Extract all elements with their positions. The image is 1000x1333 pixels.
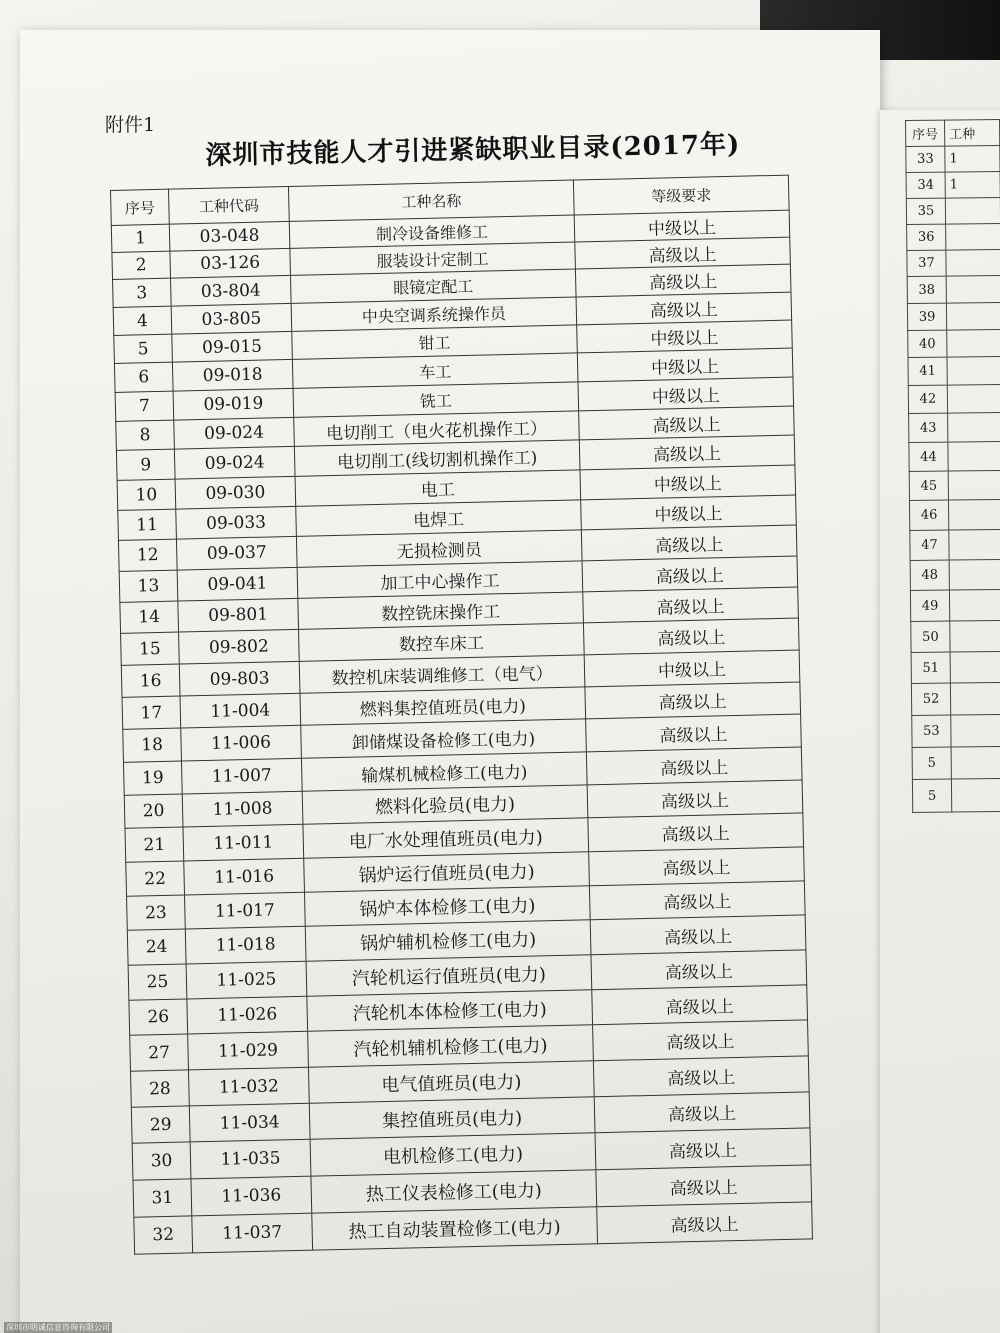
row-name: 电焊工 (296, 500, 582, 536)
side-table-row (909, 441, 1000, 471)
row-code: 11-026 (187, 996, 308, 1034)
side-row-index: 37 (907, 250, 946, 276)
side-row-index: 44 (909, 442, 948, 471)
row-index: 22 (126, 861, 185, 896)
side-row-code (947, 356, 1000, 385)
side-row-index: 39 (907, 303, 946, 330)
row-level: 高级以上 (575, 237, 791, 269)
side-table-row (912, 778, 1000, 812)
side-header-row (906, 120, 1000, 147)
table-body (111, 210, 812, 1254)
row-code: 09-801 (178, 598, 299, 632)
attachment-label: 附件1 (105, 114, 156, 136)
row-level: 高级以上 (582, 556, 798, 592)
row-code: 03-126 (170, 248, 291, 278)
row-index: 13 (119, 570, 178, 602)
row-level: 高级以上 (586, 714, 802, 752)
row-code: 09-024 (174, 417, 295, 449)
row-code: 09-019 (173, 388, 294, 420)
side-row-index: 48 (910, 560, 949, 590)
row-level: 高级以上 (576, 292, 792, 325)
row-code: 03-804 (171, 275, 292, 306)
side-row-code (949, 529, 1000, 560)
row-level: 高级以上 (591, 950, 807, 990)
row-index: 24 (127, 929, 186, 965)
side-row-index: 38 (907, 276, 946, 303)
side-row-index: 40 (908, 330, 947, 357)
row-index: 12 (118, 539, 177, 571)
row-code: 09-024 (174, 446, 295, 479)
side-row-index: 46 (909, 500, 948, 530)
document-title: 深圳市技能人才引进紧缺职业目录(2017年) (205, 129, 741, 171)
row-index: 26 (129, 999, 188, 1035)
side-row-code (949, 559, 1000, 590)
side-row-code (947, 329, 1000, 357)
row-code: 11-034 (189, 1103, 310, 1142)
row-level: 高级以上 (588, 813, 804, 852)
row-level: 高级以上 (583, 618, 799, 655)
side-table-row (908, 356, 1000, 385)
row-index: 27 (130, 1034, 189, 1071)
side-row-code (946, 250, 1000, 277)
row-code: 11-016 (184, 858, 305, 895)
row-name: 电机检修工(电力) (310, 1133, 596, 1176)
row-code: 09-018 (172, 359, 293, 391)
row-code: 09-033 (176, 506, 297, 539)
row-level: 高级以上 (587, 780, 803, 818)
row-name: 眼镜定配工 (290, 269, 576, 303)
watermark-text: 深圳市明诚信息咨询有限公司 (6, 1323, 110, 1332)
row-index: 15 (121, 632, 180, 665)
row-code: 09-041 (177, 567, 298, 601)
row-level: 高级以上 (590, 915, 806, 955)
side-row-code (951, 746, 1000, 779)
row-level: 中级以上 (581, 495, 797, 530)
side-table-row (906, 198, 1000, 225)
side-row-code (950, 651, 1000, 683)
row-level: 中级以上 (577, 348, 793, 382)
side-row-index: 42 (908, 385, 947, 413)
occupation-table (110, 175, 813, 1255)
side-row-code: 1 (945, 146, 1000, 173)
row-index: 17 (122, 696, 181, 729)
row-index: 4 (113, 306, 172, 335)
header-level: 等级要求 (573, 175, 789, 215)
side-table-row (907, 276, 1000, 304)
side-table-row (906, 172, 1000, 199)
side-row-code (951, 714, 1000, 747)
row-name: 燃料化验员(电力) (302, 785, 588, 824)
row-code: 11-011 (183, 824, 304, 861)
row-level: 中级以上 (574, 210, 790, 242)
side-row-index: 50 (911, 621, 950, 652)
row-name: 热工仪表检修工(电力) (311, 1170, 597, 1213)
row-level: 中级以上 (584, 650, 800, 687)
row-name: 数控铣床操作工 (298, 592, 584, 629)
row-name: 热工自动装置检修工(电力) (312, 1207, 598, 1250)
row-index: 14 (120, 601, 179, 633)
row-level: 高级以上 (586, 747, 802, 785)
side-table-row (909, 499, 1000, 530)
row-code: 11-017 (185, 892, 306, 929)
row-code: 09-015 (172, 331, 293, 362)
side-row-index: 53 (912, 715, 951, 747)
side-row-code (949, 589, 1000, 621)
row-index: 30 (132, 1142, 191, 1180)
row-code: 11-036 (191, 1176, 312, 1216)
side-row-index: 47 (910, 530, 949, 560)
row-code: 11-008 (182, 791, 303, 827)
row-code: 09-802 (179, 629, 300, 664)
side-table-row (908, 384, 1000, 413)
side-row-index: 34 (906, 172, 945, 198)
row-name: 锅炉运行值班员(电力) (304, 852, 590, 892)
side-row-code (945, 198, 1000, 225)
row-index: 9 (116, 449, 175, 480)
side-row-index: 52 (911, 683, 950, 715)
side-table (905, 119, 1000, 813)
side-row-index: 45 (909, 471, 948, 500)
row-name: 集控值班员(电力) (309, 1097, 595, 1139)
row-index: 1 (111, 224, 170, 252)
row-name: 铣工 (293, 382, 579, 417)
side-table-row (910, 559, 1000, 590)
row-code: 11-004 (180, 693, 301, 728)
row-name: 卸储煤设备检修工(电力) (301, 719, 587, 758)
row-index: 31 (133, 1179, 192, 1217)
row-level: 高级以上 (581, 525, 797, 561)
row-level: 中级以上 (577, 320, 793, 353)
side-row-code (951, 778, 1000, 812)
side-row-code (948, 470, 1000, 500)
row-level: 高级以上 (593, 1056, 809, 1097)
side-row-index: 43 (909, 413, 948, 442)
row-name: 电厂水处理值班员(电力) (303, 818, 589, 858)
header-name: 工种名称 (288, 180, 574, 221)
row-code: 09-030 (175, 476, 296, 509)
header-index: 序号 (111, 189, 170, 225)
side-row-index: 41 (908, 357, 947, 385)
row-name: 加工中心操作工 (297, 561, 583, 598)
side-table-row (907, 303, 1000, 331)
side-table-row (907, 224, 1000, 251)
row-name: 中央空调系统操作员 (291, 297, 577, 331)
row-name: 燃料集控值班员(电力) (300, 687, 586, 725)
side-row-code (948, 441, 1000, 471)
row-code: 11-037 (192, 1213, 313, 1253)
side-table-row (911, 682, 1000, 715)
row-index: 8 (116, 420, 175, 450)
row-index: 29 (131, 1106, 190, 1143)
row-name: 服装设计定制工 (290, 242, 576, 275)
side-row-code (948, 499, 1000, 530)
side-row-index: 49 (910, 590, 949, 621)
row-level: 高级以上 (589, 847, 805, 886)
row-index: 20 (124, 794, 183, 828)
row-name: 电切削工(线切割机操作工) (294, 440, 580, 476)
row-index: 6 (114, 362, 173, 392)
row-name: 制冷设备维修工 (289, 215, 575, 248)
row-code: 11-029 (188, 1031, 309, 1070)
side-row-index: 5 (912, 779, 951, 812)
row-code: 11-007 (181, 758, 302, 794)
row-name: 车工 (292, 353, 578, 388)
row-index: 7 (115, 391, 174, 421)
row-code: 11-025 (186, 961, 307, 999)
row-level: 高级以上 (585, 682, 801, 719)
row-code: 09-803 (179, 661, 300, 696)
side-row-code (950, 620, 1000, 652)
row-name: 锅炉辅机检修工(电力) (305, 920, 591, 961)
row-index: 16 (121, 664, 180, 697)
side-row-index: 36 (907, 224, 946, 250)
row-code: 11-035 (190, 1139, 311, 1179)
side-header-index: 序号 (906, 120, 945, 146)
side-row-index: 51 (911, 652, 950, 683)
row-level: 高级以上 (579, 406, 795, 440)
row-index: 5 (114, 334, 173, 363)
row-name: 汽轮机辅机检修工(电力) (308, 1025, 594, 1067)
row-level: 高级以上 (575, 264, 791, 297)
row-name: 锅炉本体检修工(电力) (304, 886, 590, 926)
side-table-row (911, 651, 1000, 683)
row-index: 11 (118, 509, 177, 540)
side-table-row (906, 146, 1000, 173)
occupation-table-wrapper (110, 175, 813, 1255)
row-index: 19 (123, 761, 182, 795)
row-level: 高级以上 (594, 1092, 810, 1133)
side-row-code (946, 303, 1000, 331)
row-level: 高级以上 (592, 985, 808, 1025)
row-name: 电切削工（电火花机操作工） (294, 411, 580, 446)
row-index: 18 (123, 728, 182, 762)
row-name: 汽轮机运行值班员(电力) (306, 955, 592, 996)
side-row-index: 33 (906, 146, 945, 172)
side-table-row (912, 746, 1000, 779)
side-table-body (906, 146, 1000, 813)
row-code: 11-018 (185, 926, 306, 964)
row-level: 高级以上 (589, 881, 805, 920)
side-table-row (910, 589, 1000, 621)
side-table-row (911, 620, 1000, 652)
row-code: 09-037 (176, 536, 297, 570)
row-index: 10 (117, 479, 176, 510)
side-table-row (912, 714, 1000, 747)
row-name: 数控机床装调维修工（电气） (299, 655, 585, 693)
side-table-row (909, 412, 1000, 442)
side-table-row (910, 529, 1000, 560)
row-level: 高级以上 (596, 1165, 812, 1207)
row-code: 03-805 (171, 303, 292, 334)
row-level: 中级以上 (580, 465, 796, 500)
side-table-row (907, 250, 1000, 277)
side-header-code: 工种 (945, 120, 1000, 147)
row-level: 高级以上 (597, 1202, 813, 1244)
row-index: 23 (127, 895, 186, 930)
row-name: 电工 (295, 470, 581, 506)
row-index: 21 (125, 827, 184, 862)
side-table-row (908, 329, 1000, 357)
row-name: 数控车床工 (299, 623, 585, 661)
row-index: 3 (113, 278, 172, 307)
row-index: 28 (130, 1070, 189, 1107)
row-index: 25 (128, 964, 187, 1000)
side-row-code (947, 384, 1000, 413)
row-code: 03-048 (169, 221, 290, 251)
row-name: 无损检测员 (296, 530, 582, 567)
row-code: 11-032 (188, 1067, 309, 1106)
side-row-index: 5 (912, 747, 951, 779)
row-level: 高级以上 (583, 587, 799, 623)
side-row-index: 35 (906, 198, 945, 224)
row-name: 汽轮机本体检修工(电力) (307, 990, 593, 1031)
side-row-code: 1 (945, 172, 1000, 199)
row-index: 2 (112, 251, 171, 279)
row-level: 高级以上 (579, 435, 795, 470)
side-row-code (946, 224, 1000, 251)
row-name: 钳工 (292, 325, 578, 359)
side-row-code (946, 276, 1000, 304)
header-code: 工种代码 (168, 186, 289, 224)
row-level: 中级以上 (578, 377, 794, 411)
row-name: 电气值班员(电力) (308, 1061, 594, 1103)
row-code: 11-006 (181, 725, 302, 761)
side-table-wrapper (905, 119, 1000, 813)
row-level: 高级以上 (595, 1128, 811, 1170)
side-table-row (909, 470, 1000, 500)
side-row-code (950, 682, 1000, 715)
side-row-code (948, 412, 1000, 442)
row-index: 32 (134, 1216, 193, 1254)
row-name: 输煤机械检修工(电力) (301, 752, 587, 791)
row-level: 高级以上 (593, 1020, 809, 1061)
